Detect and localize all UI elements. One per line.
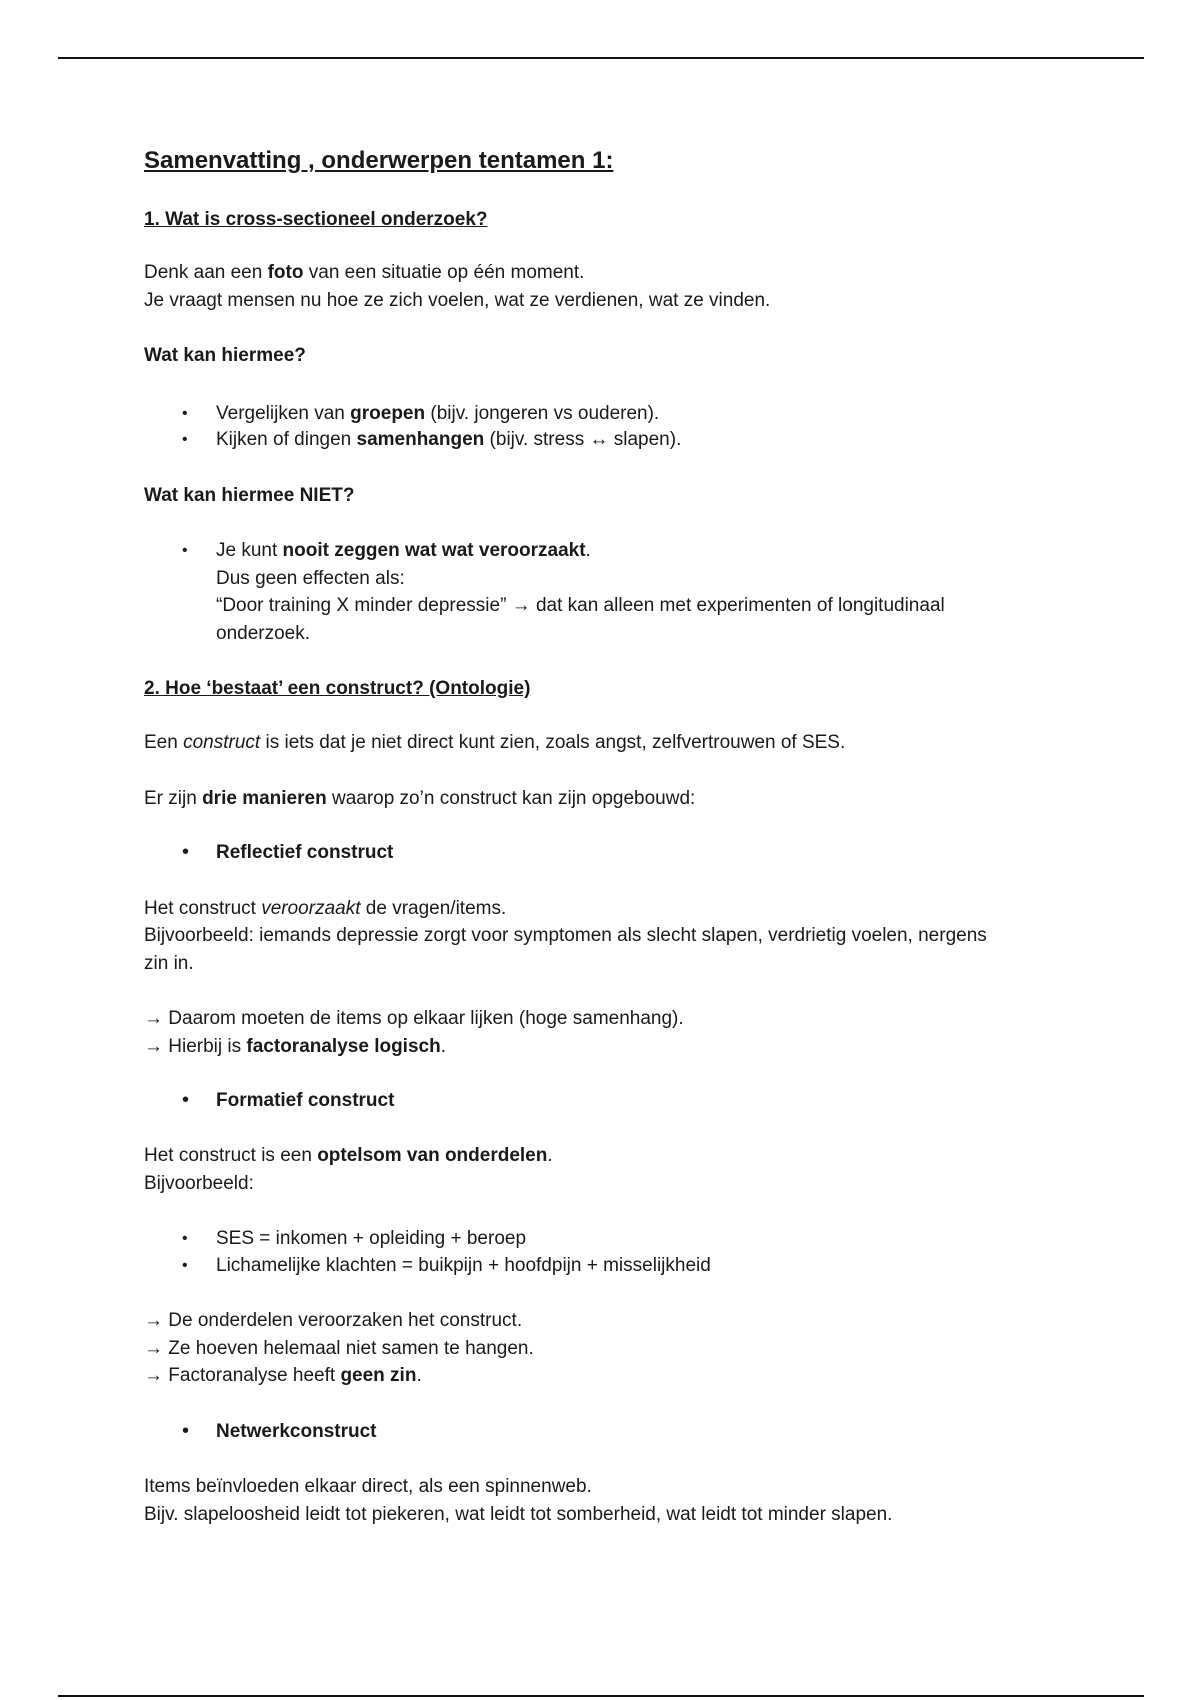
list-item-continuation: onderzoek. — [216, 623, 311, 644]
formatief-text: → Factoranalyse heeft geen zin. — [144, 1365, 422, 1386]
bullet-icon: • — [182, 1230, 188, 1247]
reflectief-text: → Hierbij is factoranalyse logisch. — [144, 1036, 446, 1057]
list-item: SES = inkomen + opleiding + beroep — [216, 1228, 527, 1249]
section1-heading: 1. Wat is cross-sectioneel onderzoek? — [144, 209, 488, 230]
bullet-icon: • — [182, 1089, 190, 1111]
list-item: Vergelijken van groepen (bijv. jongeren vs ouderen). — [216, 403, 660, 424]
footer-rule — [58, 1695, 1144, 1697]
formatief-text: Bijvoorbeeld: — [144, 1173, 254, 1194]
can-heading: Wat kan hiermee? — [144, 345, 306, 366]
formatief-label: Formatief construct — [216, 1090, 395, 1111]
section1-paragraph-2: Je vraagt mensen nu hoe ze zich voelen, wat ze verdienen, wat ze vinden. — [144, 290, 771, 311]
list-item: Je kunt nooit zeggen wat wat veroorzaakt. — [216, 540, 591, 561]
list-item-continuation: Dus geen effecten als: — [216, 568, 405, 589]
bullet-icon: • — [182, 1257, 188, 1274]
bullet-icon: • — [182, 1420, 190, 1442]
section1-paragraph-1: Denk aan een foto van een situatie op één moment. — [144, 262, 585, 283]
reflectief-text: Het construct veroorzaakt de vragen/items. — [144, 898, 507, 919]
list-item-continuation: “Door training X minder depressie” → dat kan alleen met experimenten of longitudinaal — [216, 595, 945, 616]
bullet-icon: • — [182, 431, 188, 448]
header-rule — [58, 57, 1144, 59]
section2-paragraph-2: Er zijn drie manieren waarop zo’n construct kan zijn opgebouwd: — [144, 788, 696, 809]
cannot-heading: Wat kan hiermee NIET? — [144, 485, 355, 506]
bullet-icon: • — [182, 841, 190, 863]
list-item: Lichamelijke klachten = buikpijn + hoofdpijn + misselijkheid — [216, 1255, 711, 1276]
reflectief-text: → Daarom moeten de items op elkaar lijken (hoge samenhang). — [144, 1008, 684, 1029]
bullet-icon: • — [182, 405, 188, 422]
netwerk-text: Bijv. slapeloosheid leidt tot piekeren, wat leidt tot somberheid, wat leidt tot minder slapen. — [144, 1504, 893, 1525]
formatief-text: → De onderdelen veroorzaken het construct. — [144, 1310, 523, 1331]
netwerk-label: Netwerkconstruct — [216, 1421, 377, 1442]
document-title: Samenvatting , onderwerpen tentamen 1: — [144, 147, 614, 174]
formatief-text: Het construct is een optelsom van onderdelen. — [144, 1145, 553, 1166]
reflectief-text: zin in. — [144, 953, 194, 974]
list-item: Kijken of dingen samenhangen (bijv. stress ↔ slapen). — [216, 429, 682, 450]
bullet-icon: • — [182, 542, 188, 559]
netwerk-text: Items beïnvloeden elkaar direct, als een spinnenweb. — [144, 1476, 592, 1497]
section2-paragraph-1: Een construct is iets dat je niet direct kunt zien, zoals angst, zelfvertrouwen of SES. — [144, 732, 846, 753]
section2-heading: 2. Hoe ‘bestaat’ een construct? (Ontologie) — [144, 678, 531, 699]
reflectief-text: Bijvoorbeeld: iemands depressie zorgt voor symptomen als slecht slapen, verdrietig voelen, nergens — [144, 925, 987, 946]
reflectief-label: Reflectief construct — [216, 842, 394, 863]
formatief-text: → Ze hoeven helemaal niet samen te hangen. — [144, 1338, 534, 1359]
